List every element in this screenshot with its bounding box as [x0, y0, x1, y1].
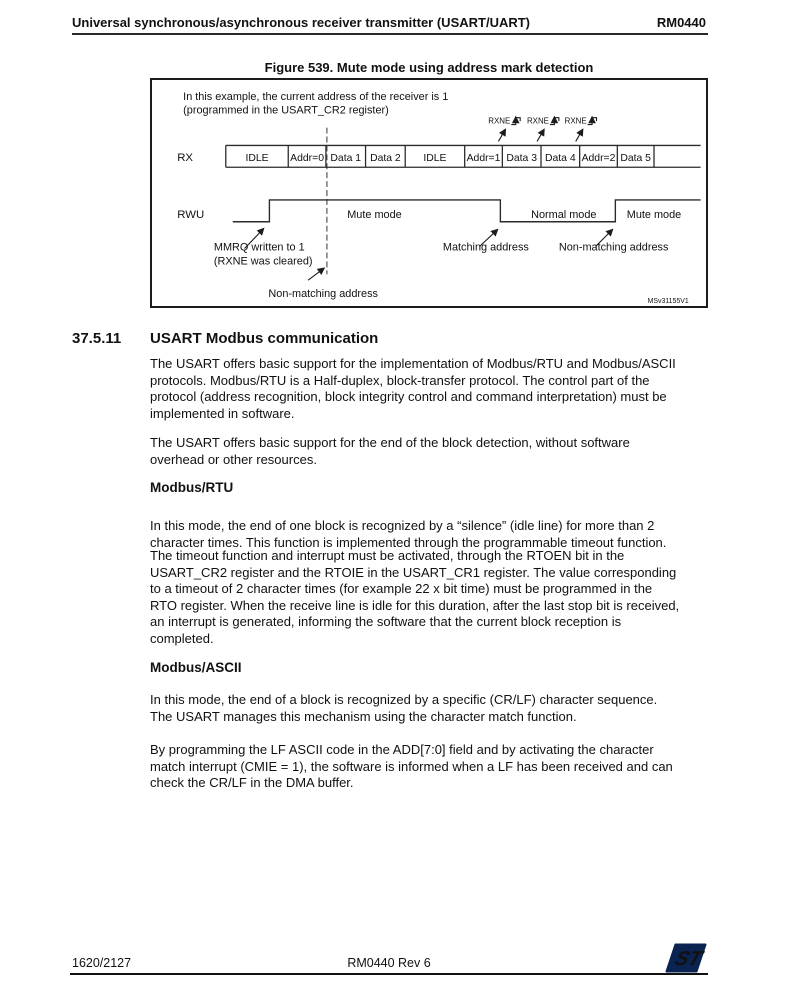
- rx-cell: Addr=1: [466, 152, 501, 164]
- text-line: check the CR/LF in the DMA buffer.: [150, 775, 354, 790]
- rxne-pointer-arrows: [498, 130, 582, 142]
- text-line: In this mode, the end of one block is recognized by a “silence” (idle line) for more than 2: [150, 518, 655, 533]
- text-line: protocol (address recognition, block integrity control and command interpretation) must be: [150, 389, 667, 404]
- text-line: The USART manages this mechanism using the character match function.: [150, 708, 577, 724]
- paragraph-rtu-silence: [150, 518, 666, 551]
- matching-address-annotation: Matching address: [442, 241, 529, 254]
- text-line: completed.: [150, 630, 214, 646]
- rx-cell: IDLE: [423, 152, 447, 164]
- text-line: match interrupt (CMIE = 1), the software is informed when a LF has been received and can: [150, 758, 673, 774]
- paragraph-ascii-crlf: [150, 692, 657, 725]
- text-line: USART_CR2 register and the RTOIE in the USART_CR1 register. The value corresponding: [150, 564, 677, 580]
- figure-caption: Figure 539. Mute mode using address mark detection: [264, 60, 594, 75]
- mmrq-annotation-line2: (RXNE was cleared): [213, 255, 313, 268]
- rx-cell: Data 4: [545, 152, 576, 164]
- rx-cell: Addr=0: [290, 152, 324, 164]
- non-matching-address-annotation: Non-matching address: [558, 241, 669, 254]
- text-line: character times. This function is implemented through the programmable timeout function.: [150, 534, 667, 550]
- mmrq-annotation-line1: MMRQ written to 1: [213, 241, 305, 254]
- rx-cell: Data 1: [330, 152, 362, 164]
- document-title: Universal synchronous/asynchronous receiver transmitter (USART/UART): [72, 15, 531, 30]
- rx-cell: Data 3: [506, 152, 537, 164]
- text-line: By programming the LF ASCII code in the ADD[7:0] field and by activating the character: [150, 742, 654, 757]
- mode-label: Mute mode: [626, 208, 682, 221]
- rx-cell: Data 5: [620, 152, 651, 164]
- text-line: In this mode, the end of a block is recognized by a specific (CR/LF) character sequence.: [150, 692, 658, 707]
- subsection-heading-modbus-ascii: Modbus/ASCII: [150, 660, 242, 675]
- mode-label: Normal mode: [531, 208, 597, 221]
- figure-note-line1: In this example, the current address of the receiver is 1: [183, 90, 449, 103]
- paragraph-rtu-timeout: [150, 548, 679, 647]
- rx-cell: Data 2: [370, 152, 401, 164]
- paragraph-ascii-add-field: [150, 742, 673, 792]
- rxne-flags: [488, 117, 596, 142]
- text-line: overhead or other resources.: [150, 451, 317, 467]
- rwu-signal-label: RWU: [177, 208, 205, 221]
- figure-box: [150, 78, 708, 308]
- footer-rule: [70, 973, 708, 975]
- text-line: RTO register. When the receive line is idle for this duration, after the last stop bit is received,: [150, 597, 680, 613]
- subsection-heading-modbus-rtu: Modbus/RTU: [150, 480, 234, 495]
- figure-note: [183, 91, 448, 117]
- footer-page-number: 1620/2127: [72, 956, 132, 970]
- header-rule: [72, 33, 708, 35]
- section-title: USART Modbus communication: [150, 330, 379, 347]
- text-line: protocols. Modbus/RTU is a Half-duplex, block-transfer protocol. The control part of the: [150, 372, 650, 388]
- figure-watermark: MSv31155V1: [647, 298, 689, 306]
- paragraph-block-detection: [150, 435, 630, 468]
- mute-mode-timing-diagram: [152, 80, 706, 306]
- st-logo-text: ST: [671, 947, 705, 970]
- rx-cell: IDLE: [245, 152, 269, 164]
- rwu-mode-labels: [347, 209, 681, 221]
- rx-cell: Addr=2: [581, 152, 616, 164]
- text-line: The USART offers basic support for the implementation of Modbus/RTU and Modbus/ASCII: [150, 356, 676, 371]
- rxne-label: RXNE: [564, 116, 587, 126]
- paragraph-modbus-intro: [150, 356, 676, 422]
- text-line: implemented in software.: [150, 405, 295, 421]
- annotation-texts: [214, 241, 669, 300]
- text-line: an interrupt is generated, informing the software that the current block reception is: [150, 614, 622, 629]
- footer-revision: RM0440 Rev 6: [347, 956, 431, 970]
- rx-frame-cells: [245, 153, 651, 164]
- st-logo: [665, 943, 707, 973]
- rx-signal-label: RX: [177, 151, 194, 164]
- mode-label: Mute mode: [347, 208, 402, 221]
- figure-note-line2: (programmed in the USART_CR2 register): [183, 104, 389, 117]
- text-line: The timeout function and interrupt must be activated, through the RTOEN bit in the: [150, 548, 625, 563]
- document-id: RM0440: [656, 15, 706, 30]
- text-line: to a timeout of 2 character times (for example 22 x bit time) must be programmed in the: [150, 581, 653, 596]
- section-number: 37.5.11: [72, 330, 122, 347]
- non-matching-address-annotation: Non-matching address: [268, 288, 378, 301]
- text-line: The USART offers basic support for the end of the block detection, without software: [150, 435, 630, 450]
- rxne-label: RXNE: [526, 116, 549, 126]
- rxne-label: RXNE: [488, 116, 511, 126]
